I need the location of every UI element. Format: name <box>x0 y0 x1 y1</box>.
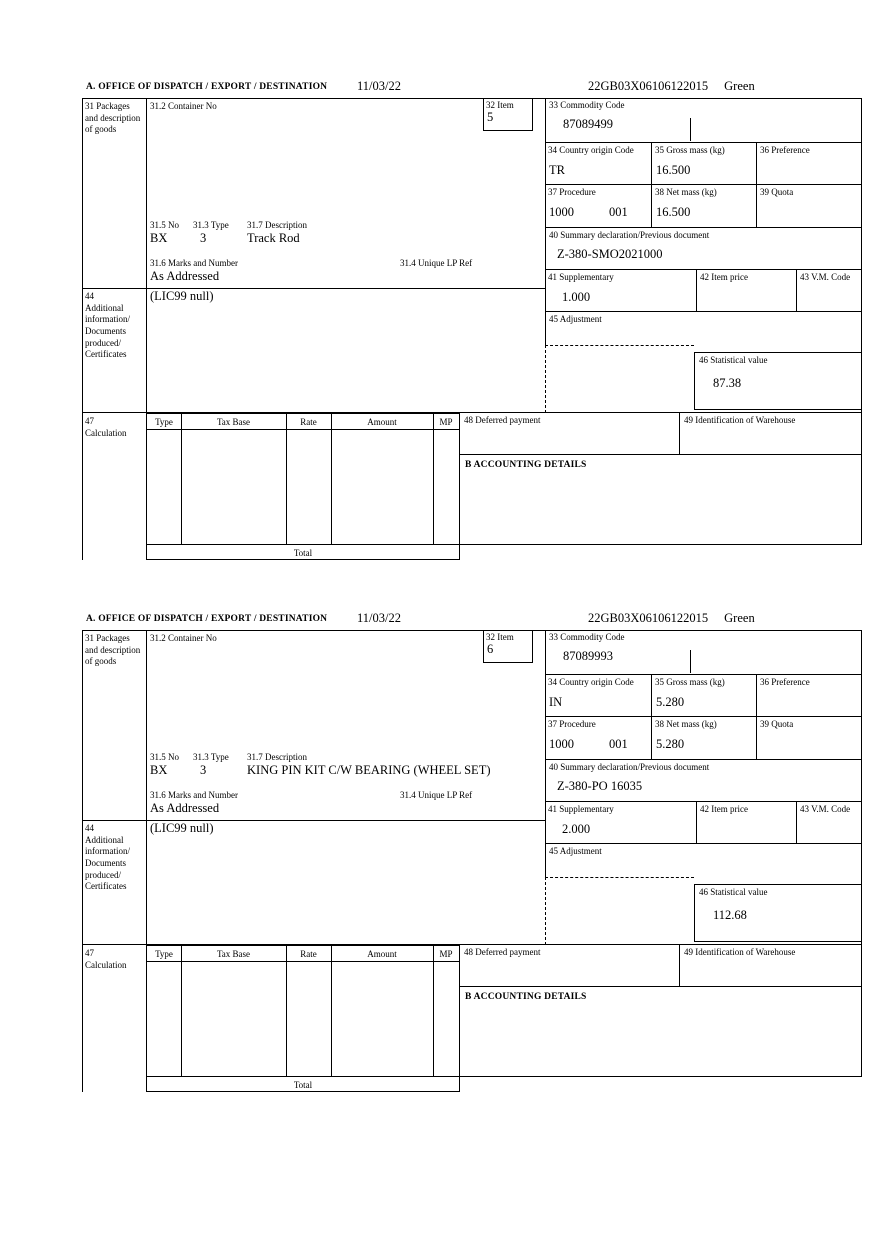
column-header-tax-base: Tax Base <box>216 949 251 959</box>
box31-label: 31 Packages and description of goods <box>85 633 141 667</box>
commodity-code-divider <box>690 118 691 141</box>
box46-leader-dashed-line <box>545 345 694 346</box>
box37 <box>545 717 652 760</box>
box46 <box>694 352 862 410</box>
box42 <box>697 802 797 844</box>
box34-label: 34 Country origin Code <box>548 677 634 687</box>
box40-label: 40 Summary declaration/Previous document <box>549 230 710 240</box>
box45-label: 45 Adjustment <box>549 846 602 856</box>
office-of-dispatch-label: A. OFFICE OF DISPATCH / EXPORT / DESTINATION <box>86 82 328 92</box>
accounting-details-box <box>460 987 862 1077</box>
column-header-tax-base: Tax Base <box>216 417 251 427</box>
origin-country-code: IN <box>549 695 563 709</box>
table-column-divider-1 <box>181 414 182 544</box>
box43 <box>797 270 862 312</box>
box35 <box>652 143 757 185</box>
column-header-amount: Amount <box>367 417 397 427</box>
box32-label: 32 Item <box>486 632 514 642</box>
box40 <box>545 760 862 802</box>
box43 <box>797 802 862 844</box>
column-header-rate: Rate <box>300 417 317 427</box>
box44-text: Additional information/ Documents produced/ Certificates <box>85 834 130 892</box>
box45 <box>545 844 862 877</box>
box36 <box>757 675 862 717</box>
previous-document: Z-380-PO 16035 <box>557 779 643 793</box>
declaration-reference <box>588 612 755 626</box>
box48-label: 48 Deferred payment <box>464 947 541 957</box>
previous-document: Z-380-SMO2021000 <box>557 247 663 261</box>
box40 <box>545 228 862 270</box>
box44-number: 44 <box>85 823 94 833</box>
left-column-divider <box>146 98 147 413</box>
accounting-details-label: B ACCOUNTING DETAILS <box>465 992 587 1002</box>
box32-item-box <box>483 630 533 663</box>
box37-label: 37 Procedure <box>548 187 596 197</box>
box35 <box>652 675 757 717</box>
box34-label: 34 Country origin Code <box>548 145 634 155</box>
box42 <box>697 270 797 312</box>
box38-label: 38 Net mass (kg) <box>655 719 717 729</box>
box45-label: 45 Adjustment <box>549 314 602 324</box>
table-column-divider-4 <box>433 414 434 544</box>
box35-label: 35 Gross mass (kg) <box>655 677 725 687</box>
commodity-code-divider <box>690 650 691 673</box>
package-count: 3 <box>200 763 207 777</box>
gross-mass: 16.500 <box>656 163 691 177</box>
box38 <box>652 185 757 228</box>
box46-label: 46 Statistical value <box>699 887 768 897</box>
gross-mass: 5.280 <box>656 695 685 709</box>
box41 <box>545 802 697 844</box>
column-header-type: Type <box>155 417 173 427</box>
accounting-details-box <box>460 455 862 545</box>
marks-and-numbers: As Addressed <box>150 801 220 815</box>
origin-country-code: TR <box>549 163 565 177</box>
box41-label: 41 Supplementary <box>548 804 614 814</box>
box31-6-label: 31.6 Marks and Number <box>150 258 238 268</box>
procedure-code: 1000 <box>549 737 574 751</box>
box46-label: 46 Statistical value <box>699 355 768 365</box>
box31-4-label: 31.4 Unique LP Ref <box>400 258 473 268</box>
box31-7-label: 31.7 Description <box>247 220 307 230</box>
box36-label: 36 Preference <box>760 145 810 155</box>
additional-information: (LIC99 null) <box>150 821 214 835</box>
box31-3-label: 31.3 Type <box>193 752 229 762</box>
additional-information: (LIC99 null) <box>150 289 214 303</box>
box43-label: 43 V.M. Code <box>800 804 851 814</box>
routing-channel: Green <box>724 79 755 93</box>
box32-item-box <box>483 98 533 131</box>
item-number: 5 <box>487 110 494 124</box>
declaration-item-1 <box>82 80 862 560</box>
box31-3-label: 31.3 Type <box>193 220 229 230</box>
box33-label: 33 Commodity Code <box>549 632 625 642</box>
routing-channel: Green <box>724 611 755 625</box>
calculation-table <box>146 945 460 1092</box>
box33 <box>545 630 862 675</box>
box44-label <box>85 823 143 893</box>
box44-text: Additional information/ Documents produced/ Certificates <box>85 302 130 360</box>
calculation-table <box>146 413 460 560</box>
mrn-number: 22GB03X06106122015 <box>588 611 709 625</box>
procedure-code-2: 001 <box>609 737 628 751</box>
box33 <box>545 98 862 143</box>
box47-left-border <box>82 945 83 1092</box>
right-column-dashed-divider <box>545 877 546 945</box>
office-of-dispatch-label: A. OFFICE OF DISPATCH / EXPORT / DESTINATION <box>86 614 328 624</box>
box37-label: 37 Procedure <box>548 719 596 729</box>
goods-description: KING PIN KIT C/W BEARING (WHEEL SET) <box>247 763 491 777</box>
table-column-divider-2 <box>286 946 287 1076</box>
box39-label: 39 Quota <box>760 187 794 197</box>
box42-label: 42 Item price <box>700 272 748 282</box>
box40-label: 40 Summary declaration/Previous document <box>549 762 710 772</box>
box31-label: 31 Packages and description of goods <box>85 101 141 135</box>
declaration-reference <box>588 80 755 94</box>
table-column-divider-3 <box>331 414 332 544</box>
box31-2-label: 31.2 Container No <box>150 101 217 111</box>
box49 <box>680 945 862 987</box>
box39 <box>757 185 862 228</box>
box41 <box>545 270 697 312</box>
procedure-code-2: 001 <box>609 205 628 219</box>
marks-and-numbers: As Addressed <box>150 269 220 283</box>
column-header-amount: Amount <box>367 949 397 959</box>
box31-2-label: 31.2 Container No <box>150 633 217 643</box>
net-mass: 16.500 <box>656 205 691 219</box>
box35-label: 35 Gross mass (kg) <box>655 145 725 155</box>
box37 <box>545 185 652 228</box>
net-mass: 5.280 <box>656 737 685 751</box>
box44-number: 44 <box>85 291 94 301</box>
statistical-value: 112.68 <box>713 908 747 922</box>
box39 <box>757 717 862 760</box>
box38-label: 38 Net mass (kg) <box>655 187 717 197</box>
table-header-underline <box>147 414 459 430</box>
box34 <box>545 143 652 185</box>
box31-7-label: 31.7 Description <box>247 752 307 762</box>
goods-description: Track Rod <box>247 231 300 245</box>
table-column-divider-3 <box>331 946 332 1076</box>
box34 <box>545 675 652 717</box>
declaration-date: 11/03/22 <box>357 611 401 625</box>
total-row-label: Total <box>147 544 459 559</box>
box45 <box>545 312 862 345</box>
box43-label: 43 V.M. Code <box>800 272 851 282</box>
declaration-date: 11/03/22 <box>357 79 401 93</box>
box48 <box>460 945 680 987</box>
box33-label: 33 Commodity Code <box>549 100 625 110</box>
column-header-mp: MP <box>439 417 453 427</box>
box49-label: 49 Identification of Warehouse <box>684 415 796 425</box>
package-kind: BX <box>150 231 168 245</box>
declaration-item-2 <box>82 612 862 1092</box>
box46 <box>694 884 862 942</box>
box32-label: 32 Item <box>486 100 514 110</box>
total-row-label: Total <box>147 1076 459 1091</box>
table-header-underline <box>147 946 459 962</box>
box31-5-label: 31.5 No <box>150 220 179 230</box>
box38 <box>652 717 757 760</box>
box36 <box>757 143 862 185</box>
box39-label: 39 Quota <box>760 719 794 729</box>
mrn-number: 22GB03X06106122015 <box>588 79 709 93</box>
box48 <box>460 413 680 455</box>
table-column-divider-1 <box>181 946 182 1076</box>
table-column-divider-2 <box>286 414 287 544</box>
commodity-code: 87089499 <box>563 117 613 131</box>
box36-label: 36 Preference <box>760 677 810 687</box>
box46-leader-dashed-line <box>545 877 694 878</box>
column-header-type: Type <box>155 949 173 959</box>
procedure-code: 1000 <box>549 205 574 219</box>
box31-6-label: 31.6 Marks and Number <box>150 790 238 800</box>
box31-5-label: 31.5 No <box>150 752 179 762</box>
box44-label <box>85 291 143 361</box>
box49 <box>680 413 862 455</box>
box42-label: 42 Item price <box>700 804 748 814</box>
accounting-details-label: B ACCOUNTING DETAILS <box>465 460 587 470</box>
box48-label: 48 Deferred payment <box>464 415 541 425</box>
left-column-divider <box>146 630 147 945</box>
box47-label: 47 Calculation <box>85 416 127 438</box>
box47-label: 47 Calculation <box>85 948 127 970</box>
box49-label: 49 Identification of Warehouse <box>684 947 796 957</box>
column-header-rate: Rate <box>300 949 317 959</box>
package-count: 3 <box>200 231 207 245</box>
supplementary-units: 1.000 <box>562 290 591 304</box>
column-header-mp: MP <box>439 949 453 959</box>
package-kind: BX <box>150 763 168 777</box>
item-number: 6 <box>487 642 494 656</box>
box41-label: 41 Supplementary <box>548 272 614 282</box>
table-column-divider-4 <box>433 946 434 1076</box>
right-column-dashed-divider <box>545 345 546 413</box>
commodity-code: 87089993 <box>563 649 613 663</box>
statistical-value: 87.38 <box>713 376 742 390</box>
box47-left-border <box>82 413 83 560</box>
box31-4-label: 31.4 Unique LP Ref <box>400 790 473 800</box>
supplementary-units: 2.000 <box>562 822 591 836</box>
